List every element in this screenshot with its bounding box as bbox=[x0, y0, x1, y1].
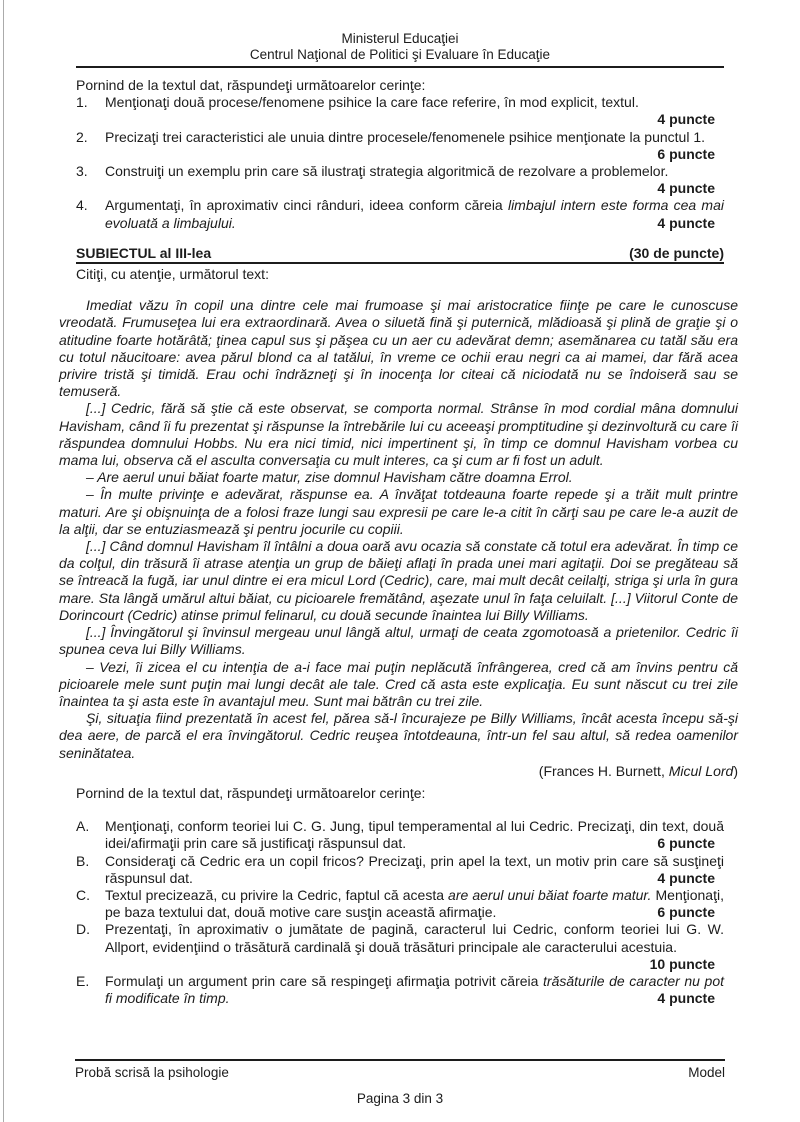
requirement-item-2 bbox=[76, 129, 724, 163]
points-label: 6 puncte bbox=[657, 145, 715, 162]
quote-paragraph: [...] Învingătorul şi învinsul mergeau unul lângă altul, urmaţi de ceata zgomotoasă a prietenilor. Cedric îi spunea ceva lui Billy Williams. bbox=[59, 624, 738, 658]
points-label: 6 puncte bbox=[657, 835, 715, 852]
item-letter: A. bbox=[76, 818, 90, 835]
item-text: Precizaţi trei caracteristici ale unuia dintre procesele/fenomenele psihice menţionate la punctul 1. 6 puncte bbox=[105, 129, 724, 163]
points-label: 4 puncte bbox=[657, 214, 715, 231]
footer-model-label: Model bbox=[688, 1065, 725, 1080]
points-label: 4 puncte bbox=[657, 111, 715, 128]
requirement-item-C bbox=[76, 887, 724, 921]
item-number: 1. bbox=[76, 94, 88, 111]
requirement-item-1 bbox=[76, 94, 724, 128]
points-label: 6 puncte bbox=[657, 904, 715, 921]
lettered-requirements bbox=[76, 818, 724, 1007]
item-number: 4. bbox=[76, 197, 88, 214]
page-footer bbox=[75, 1059, 725, 1107]
subject-heading bbox=[76, 245, 724, 264]
item-text: Argumentaţi, în aproximativ cinci rânduri, ideea conform căreia limbajul intern este forma cea mai evoluată a limbajului. 4 puncte bbox=[105, 197, 724, 231]
requirement-item-E bbox=[76, 973, 724, 1007]
literary-excerpt bbox=[59, 297, 738, 761]
scan-edge-line bbox=[3, 0, 4, 1122]
points-label: 4 puncte bbox=[657, 990, 715, 1007]
item-letter: E. bbox=[76, 972, 90, 989]
quote-attribution: (Frances H. Burnett, Micul Lord) bbox=[538, 762, 738, 779]
points-label: 10 puncte bbox=[649, 955, 715, 972]
requirements-intro: Pornind de la textul dat, răspundeţi următoarelor cerinţe: bbox=[76, 77, 426, 93]
item-text: Consideraţi că Cedric era un copil fricos? Precizaţi, prin apel la text, un motiv prin care să susţineţi răspunsul dat. 4 puncte bbox=[105, 852, 724, 886]
item-text: Construiţi un exemplu prin care să ilustraţi strategia algoritmică de rezolvare a problemelor. 4 puncte bbox=[105, 163, 724, 197]
item-letter: C. bbox=[76, 886, 90, 903]
quote-paragraph: [...] Când domnul Havisham îl întâlni a doua oară avu ocazia să constate că totul era adevărat. În timp ce da colţul, din trăsură îi atrase atenţia un grup de băieţi aflaţi în prada unei mari agitaţii. Doi se pregăteau să se întreacă la fugă, iar unul dintre ei era micul Lord (Cedric), care, mai mult decât ceilalţi, striga şi urla în gura mare. Sta lângă umărul altui băiat, cu picioarele fremătând, aşezate unul în faţa celuilalt. [...] Viitorul Conte de Dorincourt (Cedric) atinse primul felinarul, cu două secunde înaintea lui Billy Williams. bbox=[59, 538, 738, 623]
quote-paragraph: Imediat văzu în copil una dintre cele mai frumoase şi mai aristocratice fiinţe pe care le cunoscuse vreodată. Frumuseţea lui era extraordinară. Avea o siluetă fină şi puternică, mlădioasă şi plină de graţie şi o atitudine foarte hotărâtă; ţinea capul sus şi păşea cu un aer cu adevărat demn; asemănarea cu tatăl său era cu totul năucitoare: avea părul blond ca al tatălui, în vreme ce ochii erau negri ca ai mamei, dar fără acea privire tristă şi timidă. Erau ochi îndrăzneţi şi în inocenţa lor citeai că niciodată nu se îndoiseră sau se temuseră. bbox=[59, 297, 738, 400]
item-number: 3. bbox=[76, 163, 88, 180]
subject-points: (30 de puncte) bbox=[629, 244, 724, 261]
item-number: 2. bbox=[76, 128, 88, 145]
quote-paragraph: [...] Cedric, fără să ştie că este observat, se comporta normal. Strânse în mod cordial mâna domnului Havisham, când îi fu prezentat şi răspunse la întrebările lui cu aceeaşi promptitudine şi dezinvoltură cu care îi răspundea domnului Hobbs. Nu era nici timid, nici impertinent şi, în timp ce domnul Havisham vorbea cu mama lui, observa că el asculta conversaţia cu mult interes, ca şi cum ar fi fost un adult. bbox=[59, 400, 738, 469]
quote-paragraph: – Are aerul unui băiat foarte matur, zise domnul Havisham către doamna Errol. bbox=[86, 469, 573, 486]
ministry-header-line1: Ministerul Educaţiei bbox=[341, 31, 459, 46]
quote-paragraph: Şi, situaţia fiind prezentată în acest fel, părea să-l încurajeze pe Billy Williams, încât acesta începu să-şi dea aere, de parcă el era învingătorul. Cedric reuşea întotdeauna, într-un fel sau altul, să redea oamenilor seninătatea. bbox=[59, 710, 738, 761]
reading-instruction: Citiţi, cu atenţie, următorul text: bbox=[76, 266, 269, 283]
points-label: 4 puncte bbox=[657, 180, 715, 197]
requirements-intro-2: Pornind de la textul dat, răspundeţi următoarelor cerinţe: bbox=[76, 784, 426, 801]
requirement-item-3 bbox=[76, 163, 724, 197]
subject-title: SUBIECTUL al III-lea bbox=[76, 244, 212, 261]
item-text: Menţionaţi două procese/fenomene psihice la care face referire, în mod explicit, textul. 4 puncte bbox=[105, 94, 724, 128]
requirement-item-4 bbox=[76, 197, 724, 231]
ministry-header-line2: Centrul Naţional de Politici şi Evaluare în Educaţie bbox=[249, 46, 551, 62]
footer-exam-type: Probă scrisă la psihologie bbox=[75, 1065, 229, 1080]
requirement-item-B bbox=[76, 853, 724, 887]
item-text: Formulaţi un argument prin care să respingeţi afirmaţia potrivit căreia trăsăturile de caracter nu pot fi modificate în timp. 4 puncte bbox=[105, 972, 724, 1007]
item-letter: D. bbox=[76, 921, 90, 938]
item-text: Textul precizează, cu privire la Cedric, faptul că acesta are aerul unui băiat foarte matur. Menţionaţi, pe baza textului dat, două motive care susţin această afirmaţie. 6 puncte bbox=[105, 886, 724, 921]
item-text: Prezentaţi, în aproximativ o jumătate de pagină, caracterul lui Cedric, conform teoriei lui G. W. Allport, evidenţiind o trăsătură cardinală şi două trăsături principale ale caracterului acestuia. 10 puncte bbox=[105, 921, 724, 972]
requirement-item-A bbox=[76, 818, 724, 852]
quote-paragraph: – Vezi, îi zicea el cu intenţia de a-i face mai puţin neplăcută înfrângerea, cred că am învins pentru că picioarele mele sunt puţin mai lungi decât ale tale. Cred că asta este explicaţia. Eu sunt născut cu trei zile înaintea ta şi asta este în avantajul meu. Sunt mai bătrân cu trei zile. bbox=[59, 658, 738, 709]
requirement-item-D bbox=[76, 921, 724, 973]
item-letter: B. bbox=[76, 852, 90, 869]
page-number: Pagina 3 din 3 bbox=[356, 1091, 444, 1107]
points-label: 4 puncte bbox=[657, 869, 715, 886]
item-text: Menţionaţi, conform teoriei lui C. G. Jung, tipul temperamental al lui Cedric. Precizaţi, din text, două idei/afirmaţii prin care să justificaţi răspunsul dat. 6 puncte bbox=[105, 818, 724, 852]
quote-paragraph: – În multe privinţe e adevărat, răspunse ea. A învăţat totdeauna foarte repede şi a trăit mult printre maturi. Are şi obişnuinţa de a folosi fraze lungi sau expresii pe care le-a citit în cărţi sau pe care le-a auzit de la alţii, dar se entuziasmează şi pentru jocurile cu copiii. bbox=[59, 486, 738, 537]
header-rule bbox=[76, 66, 724, 68]
